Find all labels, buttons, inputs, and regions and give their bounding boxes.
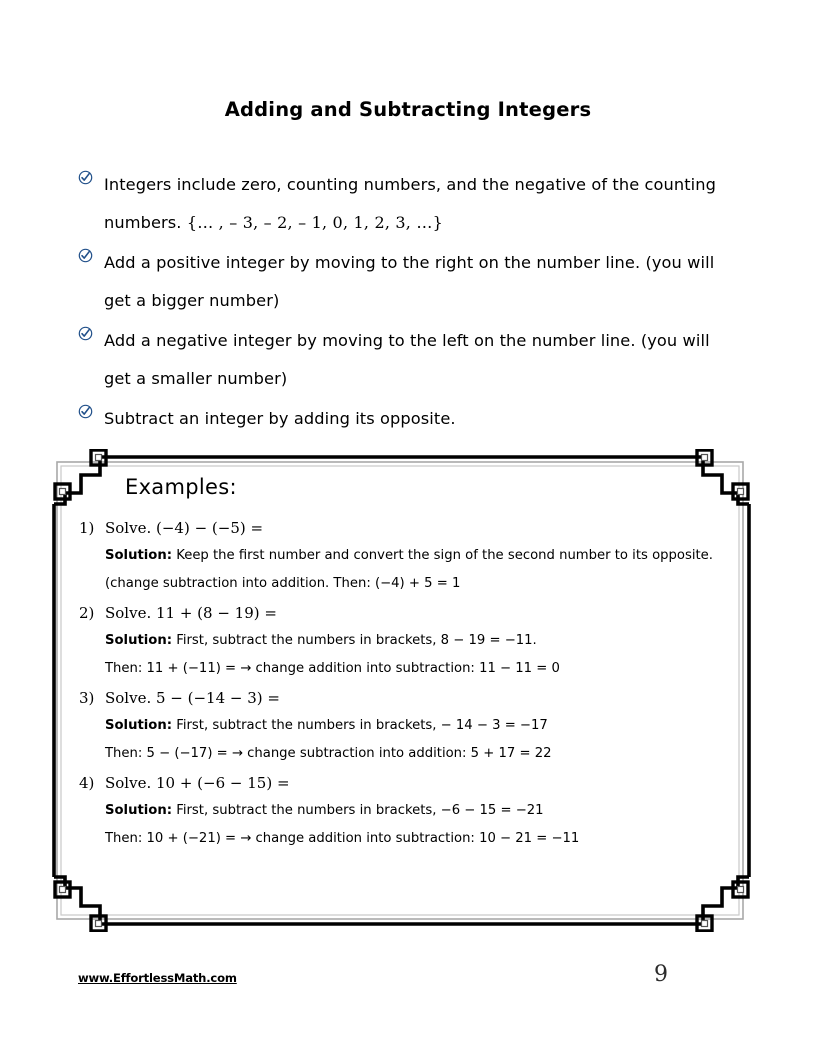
set-notation: {… , – 3, – 2, – 1, 0, 1, 2, 3, …} <box>186 213 443 232</box>
solution-label: Solution: <box>105 633 173 648</box>
list-item-text: Subtract an integer by adding its opposite. <box>104 409 456 428</box>
list-item-text: Add a negative integer by moving to the left on the number line. (you will get a smaller number) <box>104 331 710 388</box>
solution-line: First, subtract the numbers in brackets, − 14 − 3 = −17 <box>176 718 548 733</box>
solution-label: Solution: <box>105 548 173 563</box>
list-item <box>78 244 738 320</box>
solution-line: First, subtract the numbers in brackets, −6 − 15 = −21 <box>176 803 544 818</box>
key-points-list <box>78 166 738 440</box>
example-item <box>79 689 729 764</box>
solution-line: Then: 10 + (−21) = → change addition into subtraction: 10 − 21 = −11 <box>105 831 580 846</box>
list-item <box>78 322 738 398</box>
solution-line: Then: 5 − (−17) = → change subtraction into addition: 5 + 17 = 22 <box>105 746 552 761</box>
example-item <box>79 774 729 849</box>
list-item <box>78 400 738 438</box>
example-prompt: Solve. (−4) − (−5) = <box>105 519 264 537</box>
example-number: 3) <box>79 689 95 707</box>
examples-list <box>79 519 729 859</box>
check-circle-icon <box>78 248 93 263</box>
solution-line: Keep the first number and convert the sign of the second number to its opposite. <box>176 548 713 563</box>
page-title: Adding and Subtracting Integers <box>224 98 592 121</box>
page-number <box>0 962 816 987</box>
example-number: 2) <box>79 604 95 622</box>
solution-line: (change subtraction into addition. Then: (−4) + 5 = 1 <box>105 576 461 591</box>
examples-box <box>43 449 757 932</box>
solution-line: Then: 11 + (−11) = → change addition into subtraction: 11 − 11 = 0 <box>105 661 560 676</box>
list-item-text: Add a positive integer by moving to the right on the number line. (you will get a bigger number) <box>104 253 715 310</box>
list-item <box>78 166 738 242</box>
footer-website-link[interactable]: www.EffortlessMath.com <box>78 971 237 985</box>
page-number-value: 9 <box>654 962 668 987</box>
example-prompt: Solve. 10 + (−6 − 15) = <box>105 774 290 792</box>
example-number: 4) <box>79 774 95 792</box>
example-item <box>79 604 729 679</box>
solution-label: Solution: <box>105 718 173 733</box>
example-prompt: Solve. 11 + (8 − 19) = <box>105 604 277 622</box>
example-item <box>79 519 729 594</box>
example-number: 1) <box>79 519 95 537</box>
example-prompt: Solve. 5 − (−14 − 3) = <box>105 689 280 707</box>
check-circle-icon <box>78 170 93 185</box>
solution-label: Solution: <box>105 803 173 818</box>
list-item-text: Integers include zero, counting numbers, and the negative of the counting numbers. <box>104 175 717 232</box>
check-circle-icon <box>78 404 93 419</box>
check-circle-icon <box>78 326 93 341</box>
solution-line: First, subtract the numbers in brackets, 8 − 19 = −11. <box>176 633 537 648</box>
examples-heading: Examples: <box>125 475 237 499</box>
